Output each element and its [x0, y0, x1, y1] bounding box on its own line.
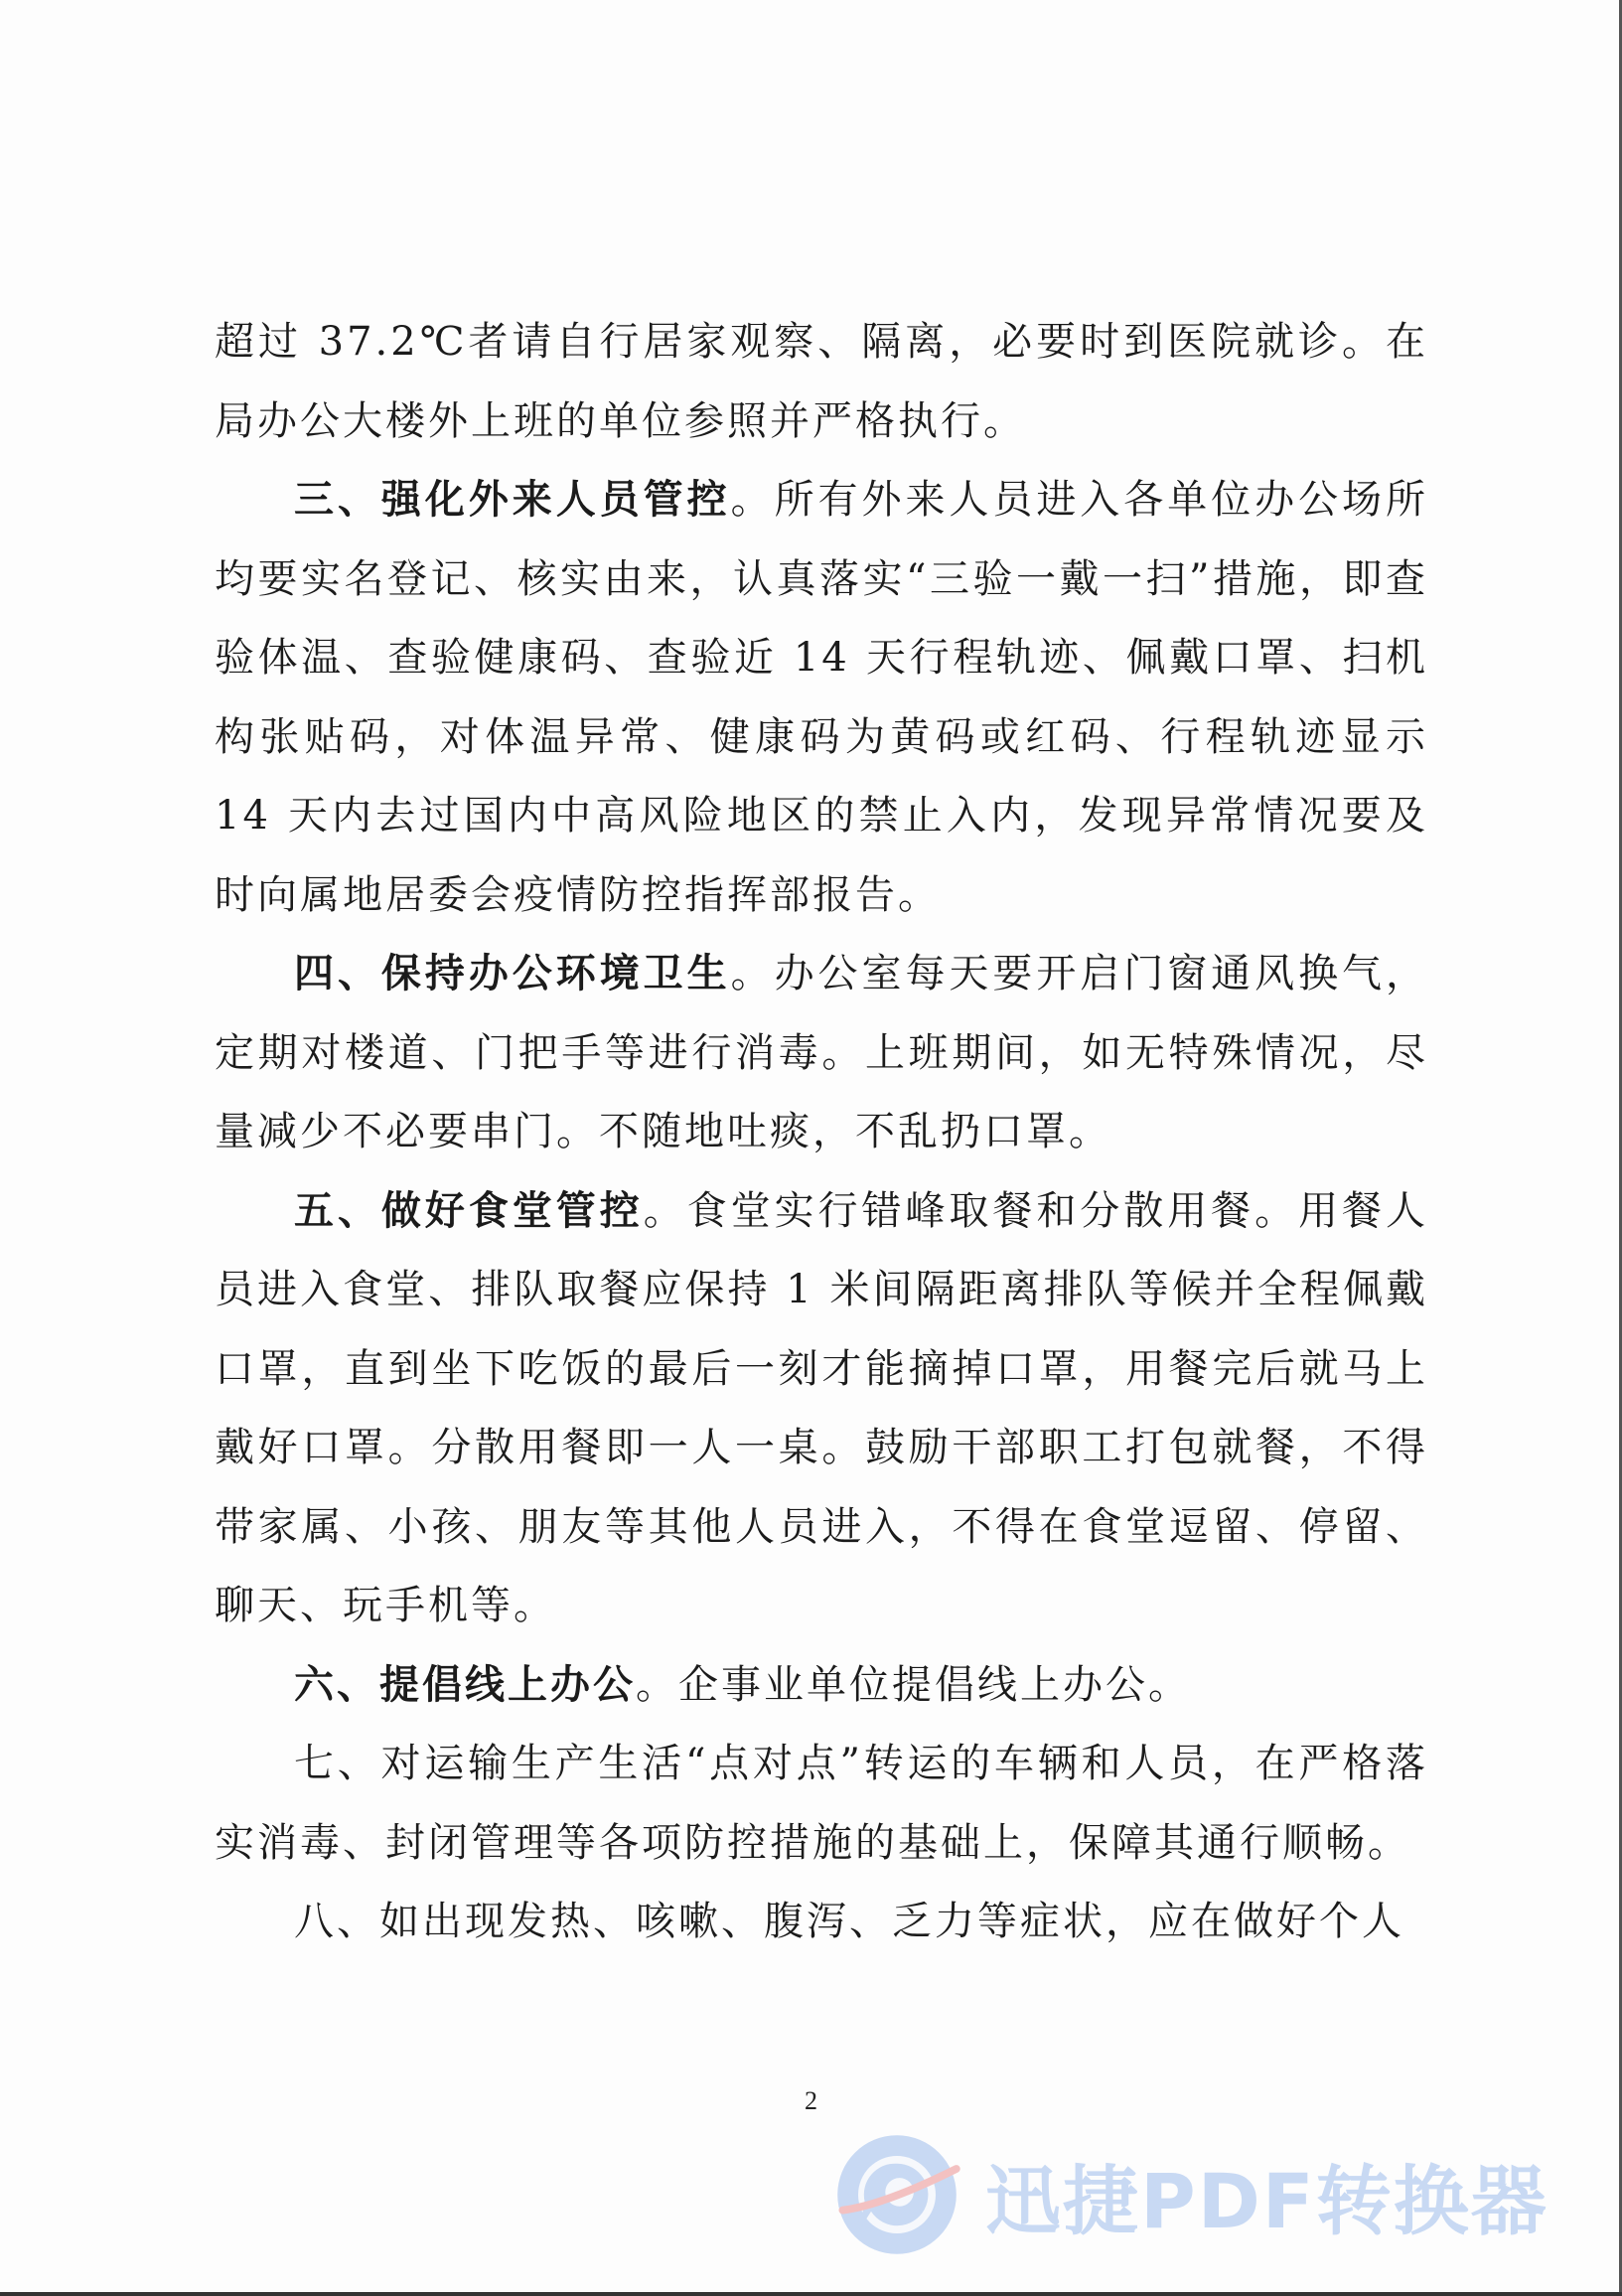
watermark-text: 迅捷PDF转换器: [985, 2156, 1548, 2245]
document-body: [215, 303, 1428, 1962]
section-heading: 四、保持办公环境卫生: [294, 951, 731, 996]
paragraph-section-3: [215, 461, 1428, 935]
page-number: 2: [805, 2086, 817, 2115]
paragraph-section-5: [215, 1172, 1428, 1646]
paragraph-text: 八、如出现发热、咳嗽、腹泻、乏力等症状，应在做好个人: [294, 1899, 1404, 1944]
paragraph-text: 七、对运输生产生活“点对点”转运的车辆和人员，在严格落实消毒、封闭管理等各项防控措施的基础上，保障其通行顺畅。: [215, 1741, 1428, 1866]
watermark: [832, 2130, 1548, 2259]
paragraph-continuation: [215, 303, 1428, 461]
scan-edge: [0, 2292, 1622, 2296]
paragraph-text: 。所有外来人员进入各单位办公场所均要实名登记、核实由来，认真落实“三验一戴一扫”措施，即查验体温、查验健康码、查验近 14 天行程轨迹、佩戴口罩、扫机构张贴码，对体温异常、健康码为黄码或红码、行程轨迹显示 14 天内去过国内中高风险地区的禁止入内，发现异常情况要及时向属地居委会疫情防控指挥部报告。: [215, 477, 1429, 918]
paragraph-section-8: [215, 1883, 1428, 1962]
section-heading: 五、做好食堂管控: [294, 1187, 644, 1234]
paragraph-section-7: [215, 1725, 1428, 1883]
paragraph-text: 。办公室每天要开启门窗通风换气，定期对楼道、门把手等进行消毒。上班期间，如无特殊情况，尽量减少不必要串门。不随地吐痰，不乱扔口罩。: [215, 951, 1429, 1154]
section-heading: 六、提倡线上办公: [294, 1661, 636, 1708]
paragraph-text: 。企事业单位提倡线上办公。: [636, 1661, 1191, 1708]
paragraph-section-4: [215, 935, 1428, 1172]
paragraph-text: 。食堂实行错峰取餐和分散用餐。用餐人员进入食堂、排队取餐应保持 1 米间隔距离排队等候并全程佩戴口罩，直到坐下吃饭的最后一刻才能摘掉口罩，用餐完后就马上戴好口罩。分散用餐即一人一桌。鼓励干部职工打包就餐，不得带家属、小孩、朋友等其他人员进入，不得在食堂逗留、停留、聊天、玩手机等。: [215, 1187, 1429, 1628]
section-heading: 三、强化外来人员管控: [294, 477, 731, 523]
xunjie-pdf-logo-icon: [832, 2130, 961, 2259]
paragraph-section-6: [215, 1646, 1428, 1726]
paragraph-text: 超过 37.2℃者请自行居家观察、隔离，必要时到医院就诊。在局办公大楼外上班的单位参照并严格执行。: [215, 319, 1428, 444]
